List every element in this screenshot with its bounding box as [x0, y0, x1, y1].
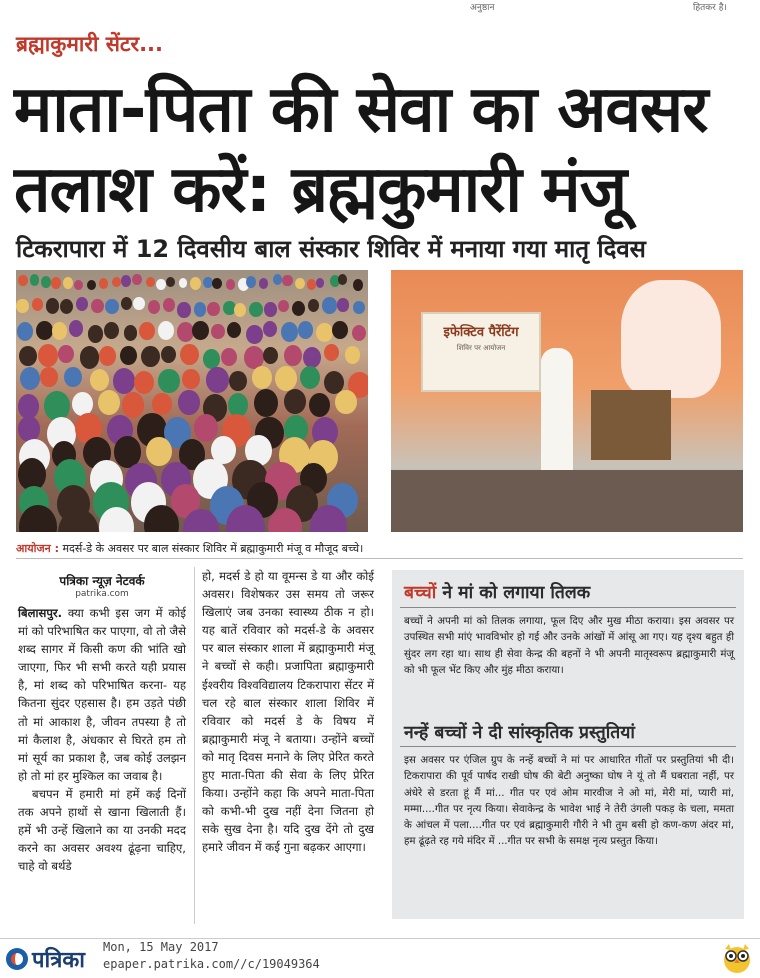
crowd-figure [300, 366, 320, 389]
crowd-figure [278, 300, 289, 313]
article-col2-text: हो, मदर्स डे हो या वूमन्स डे या और कोई अवसर। विशेषकर उस समय तो जरूर खिलाएं जब उनका स्वास्थ्य ठीक न हो। यह बातें रविवार को मदर्स-डे के अवसर पर बाल संस्कार शाला में ब्रह्माकुमारी मंजू ने बच्चों से कही। प्रजापिता ब्रह्माकुमारी ईश्वरीय विश्वविद्यालय टिकरापारा सेंटर में चल रहे बाल संस्कार शाला शिविर में रविवार को मदर्स डे के विषय में ब्रह्माकुमारी मंजू ने बताया। उन्होंने बच्चों को मातृ दिवस मनाने के लिए प्रेरित करते हुए माता-पिता की सेवा के लिए प्रेरित किया। उन्होंने कहा कि अपने माता-पिता को कभी-भी दुख नहीं देना जितना हो सके सुख देना है। यदि दुख देंगे तो दुख हमारे जीवन में कई गुना बढ़कर आएगा। [202, 569, 374, 855]
kicker: ब्रह्माकुमारी सेंटर... [16, 32, 164, 56]
subheadline: टिकरापारा में 12 दिवसीय बाल संस्कार शिविर में मनाया गया मातृ दिवस [16, 235, 646, 263]
box-para-2: इस अवसर पर एंजिल ग्रुप के नन्हें बच्चों ने मां पर आधारित गीतों पर प्रस्तुतियां भी दी। टिकरापारा की पूर्व पार्षद राखी घोष की बेटी अनुष्का घोष ने यूं तो मैं घबराता नहीं, पर अंधेरे से डरता हूं मैं मां... गीत पर एवं ओम मारवीज ने ओ मां, मेरी मां, प्यारी मां, मम्मा....गीत पर नृत्य किया। सेवाकेन्द्र के भावेश भाई ने तेरी उंगली पकड़ के चला, ममता के आंचल में पला....गीत पर एवं ब्रह्माकुमारी गौरी ने भी तुम बसी हो कण-कण अंदर मां, हम ढूंढ़ते रह गये मंदिर में ...गीत पर सभी के समक्ष नृत्य प्रस्तुत किया। [404, 755, 734, 848]
crowd-figure [337, 298, 348, 311]
crowd-figure [18, 275, 28, 286]
crowd-figure [105, 299, 118, 314]
crowd-figure [17, 322, 34, 341]
crowd-figure [30, 274, 40, 285]
footer-url[interactable]: epaper.patrika.com//c/19049364 [103, 957, 320, 971]
crowd-figure [41, 276, 51, 288]
crowd-figure [18, 416, 40, 441]
crowd-figure [158, 369, 179, 393]
crowd-figure [120, 346, 136, 365]
top-strip-center: अनुष्ठान [470, 3, 495, 13]
crowd-figure [281, 322, 298, 342]
crowd-figure [206, 367, 228, 392]
crowd-figure [227, 322, 241, 338]
crowd-figure [246, 276, 256, 288]
crowd-figure [264, 302, 277, 316]
crowd-figure [36, 321, 53, 341]
stage-banner [421, 312, 541, 392]
crowd-figure [192, 321, 209, 340]
crowd-figure [87, 280, 96, 290]
crowd-figure [246, 325, 263, 345]
crowd-figure [203, 349, 220, 369]
crowd-figure [345, 346, 360, 364]
crowd-figure [353, 279, 363, 291]
crowd-figure [254, 389, 278, 417]
article-column-2 [202, 567, 374, 857]
stage-portrait [621, 280, 721, 398]
crowd-figure [58, 345, 73, 363]
crowd-figure [332, 321, 348, 339]
article-column-1 [18, 604, 186, 875]
owl-mascot-icon [720, 940, 754, 974]
crowd-figure [226, 279, 235, 290]
crowd-figure [353, 301, 365, 315]
crowd-figure [229, 371, 247, 392]
crowd-figure [182, 369, 200, 390]
crowd-figure [221, 348, 237, 366]
crowd-figure [211, 324, 225, 340]
crowd-figure [207, 302, 220, 316]
crowd-figure [112, 277, 121, 287]
crowd-figure [178, 390, 199, 414]
crowd-figure [63, 277, 74, 289]
crowd-figure [20, 367, 41, 391]
crowd-figure [16, 299, 29, 313]
crowd-figure [263, 347, 278, 365]
crowd-figure [146, 277, 155, 288]
column-divider [194, 567, 195, 924]
patrika-logo-text: पत्रिका [32, 948, 85, 973]
crowd-figure [259, 278, 268, 289]
crowd-figure [99, 278, 109, 289]
crowd-figure [90, 369, 109, 391]
crowd-figure [352, 325, 367, 342]
crowd-figure [32, 298, 43, 311]
crowd-figure [74, 280, 83, 290]
box-heading-1 [404, 580, 590, 604]
article-para-2: बचपन में हमारी मां हमें कई दिनों तक अपने हाथों से खाना खिलाती हैं। हमें भी उन्हें खिलाने का या उनकी मदद करने का अवसर अवश्य ढूंढ़ना चाहिए, चाहे वो बर्थडे [18, 786, 186, 874]
crowd-figure [273, 274, 282, 285]
crowd-figure [64, 367, 82, 388]
crowd-figure [99, 346, 117, 366]
crowd-figure [190, 277, 201, 290]
article-para-1: क्या कभी इस जग में कोई मां को परिभाषित कर पाएगा, वो तो जैसे शब्द सागर में किसी कण की भांति खो जाएगा, फिर भी सभी करते यही प्रयास है, मां शब्द को परिभाषित करना- यह कितना सुंदर एहसास है। हम उड़ते पंछी तो मां आकाश है, जीवन तपस्या है तो मां कैलाश है, अंधकार से घिरते हम तो मां सूर्य का प्रकाश है, जब कोई उलझन हो तो मां हर मुश्किल का जवाब है। [18, 606, 186, 783]
crowd-figure [308, 299, 319, 312]
crowd-figure [99, 507, 134, 532]
photo-caption [16, 541, 363, 556]
crowd-figure [91, 299, 103, 313]
photo-children [16, 270, 368, 532]
crowd-figure [133, 297, 144, 310]
crowd-figure [307, 279, 316, 289]
crowd-figure [249, 302, 262, 317]
crowd-figure [124, 325, 138, 341]
crowd-figure [284, 389, 306, 414]
crowd-figure [295, 278, 305, 289]
crowd-figure [88, 325, 103, 342]
caption-label: आयोजन : [16, 542, 59, 555]
crowd-figure [316, 278, 325, 288]
crowd-figure [98, 390, 120, 415]
dateline: बिलासपुर. [18, 606, 63, 620]
patrika-logo-icon [6, 948, 28, 970]
crowd-figure [194, 302, 206, 316]
crowd-figure [316, 323, 333, 342]
crowd-figure [163, 298, 176, 313]
crowd-figure [152, 393, 172, 416]
crowd-figure [76, 297, 89, 311]
crowd-figure [148, 300, 160, 314]
caption-divider [16, 558, 743, 559]
crowd-figure [132, 274, 142, 285]
crowd-figure [134, 371, 154, 394]
crowd-figure [282, 275, 292, 287]
crowd-figure [234, 303, 246, 317]
crowd-figure [51, 277, 61, 289]
crowd-figure [161, 346, 176, 363]
box-divider-1 [400, 607, 736, 608]
crowd-figure [46, 298, 60, 314]
crowd-figure [44, 391, 70, 420]
crowd-figure [303, 347, 321, 368]
stage-podium [591, 390, 671, 460]
crowd-figure [166, 277, 175, 287]
caption-text: मदर्स-डे के अवसर पर बाल संस्कार शिविर में ब्रह्माकुमारी मंजू व मौजूद बच्चे। [58, 542, 364, 555]
crowd-figure [52, 322, 67, 339]
crowd-figure [309, 393, 330, 417]
stage-banner-title: इफेक्टिव पैरेंटिंग [443, 325, 519, 340]
footer-date: Mon, 15 May 2017 [103, 940, 219, 954]
crowd-figure [338, 274, 347, 284]
crowd-figure [104, 322, 119, 339]
top-strip [0, 0, 760, 14]
crowd-figure [322, 297, 336, 313]
crowd-figure [19, 505, 57, 532]
crowd-figure [19, 346, 37, 366]
crowd-figure [113, 368, 136, 394]
crowd-figure [179, 278, 188, 288]
stage-audience [391, 470, 743, 532]
box-para-1: बच्चों ने अपनी मां को तिलक लगाया, फूल दिए और मुख मीठा कराया। इस अवसर पर उपस्थित सभी मांएं भावविभोर हो गई और उनके आंखों में आंसू आ गए। यह दृश्य बहुत ही सुंदर लग रहा था। साथ ही सेवा केन्द्र की बहनों ने भी अपनी मातृस्वरूप ब्रह्माकुमारी मंजू को भी फूल भेंट किए और मुंह मीठा कराया। [404, 616, 734, 676]
crowd-figure [298, 321, 313, 339]
crowd-figure [60, 299, 73, 314]
byline: पत्रिका न्यूज़ नेटवर्क [59, 574, 145, 588]
stage-banner-sub: शिविर पर आयोजन [456, 344, 506, 352]
patrika-logo [6, 944, 85, 974]
crowd-figure [180, 344, 198, 365]
crowd-figure [335, 390, 356, 414]
top-strip-right: हितकर है। [693, 3, 727, 13]
footer-divider [0, 938, 760, 939]
crowd-figure [141, 346, 159, 367]
crowd-figure [121, 297, 132, 310]
photo-stage [391, 270, 743, 532]
crowd-figure [80, 346, 99, 368]
crowd-figure [212, 278, 221, 289]
crowd-figure [158, 321, 174, 340]
box-divider-2 [400, 746, 736, 747]
crowd-figure [40, 367, 58, 388]
crowd-figure [122, 392, 144, 417]
crowd-figure [284, 345, 302, 366]
crowd-figure [252, 366, 272, 389]
crowd-figure [146, 437, 171, 466]
crowd-figure [292, 301, 305, 316]
box-heading-2: नन्हें बच्चों ने दी सांस्कृतिक प्रस्तुतियां [404, 723, 635, 743]
crowd-figure [139, 322, 154, 340]
byline-site: patrika.com [75, 589, 129, 599]
box-heading-1-red: बच्चों [404, 583, 437, 603]
crowd-figure [38, 344, 58, 367]
crowd-figure [263, 321, 277, 337]
crowd-figure [275, 366, 297, 391]
box-heading-1-rest: ने मां को लगाया तिलक [436, 583, 591, 603]
crowd-figure [156, 279, 166, 291]
headline: माता-पिता की सेवा का अवसर तलाश करें: ब्रह्मकुमारी मंजू [14, 73, 708, 227]
crowd-figure [69, 320, 83, 337]
crowd-figure [121, 275, 131, 287]
crowd-figure [177, 302, 190, 317]
crowd-figure [324, 344, 339, 361]
